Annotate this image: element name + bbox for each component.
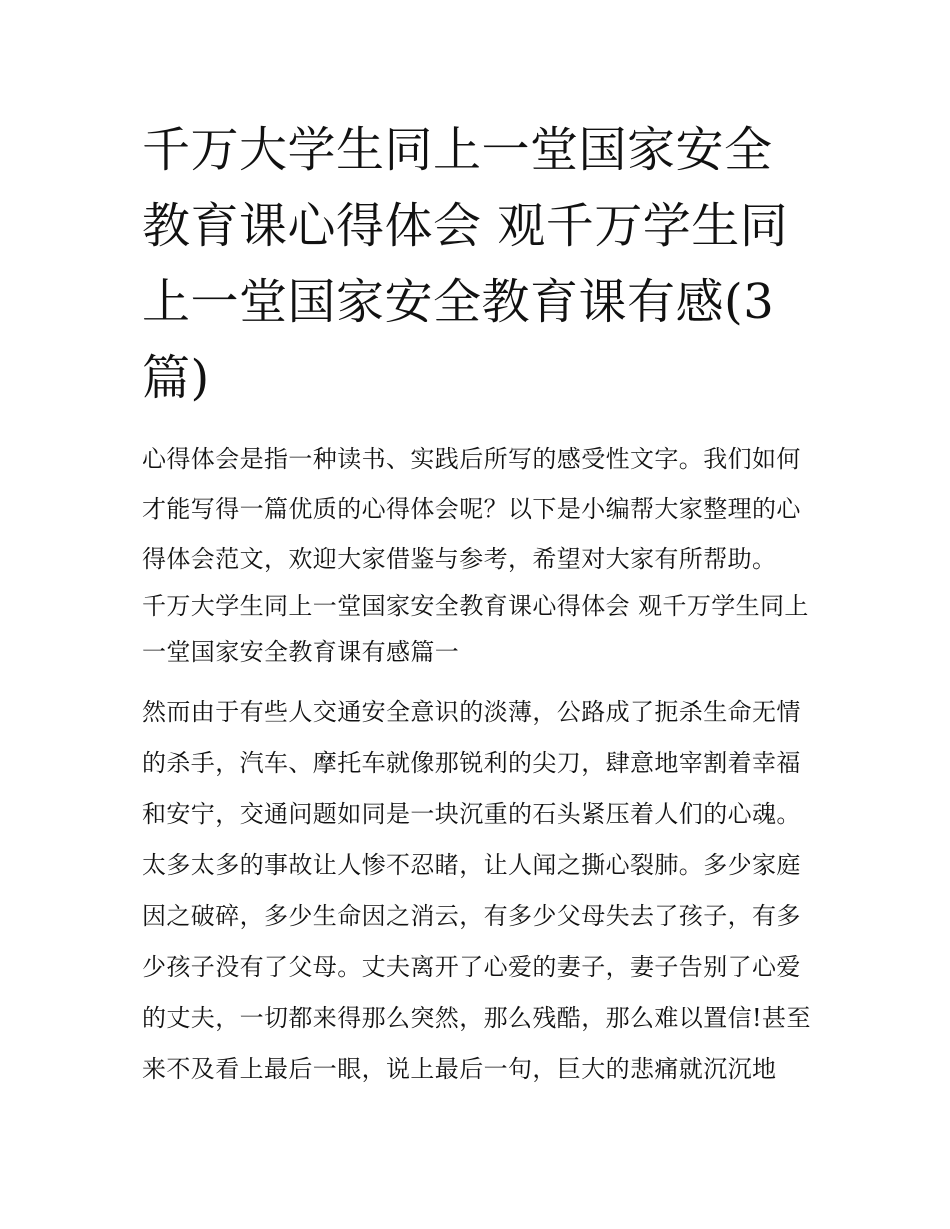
body-paragraph: 然而由于有些人交通安全意识的淡薄，公路成了扼杀生命无情的杀手，汽车、摩托车就像那锐利的尖刀，肆意地宰割着幸福和安宁，交通问题如同是一块沉重的石头紧压着人们的心魂。太多太多的事故让人惨不忍睹，让人闻之撕心裂肺。多少家庭因之破碎，多少生命因之消云，有多少父母失去了孩子，有多少孩子没有了父母。丈夫离开了心爱的妻子，妻子告别了心爱的丈夫，一切都来得那么突然，那么残酷，那么难以置信!甚至来不及看上最后一眼，说上最后一句，巨大的悲痛就沉沉地: [142, 698, 811, 1083]
document-title: 千万大学生同上一堂国家安全教育课心得体会 观千万学生同上一堂国家安全教育课有感(3篇): [142, 122, 789, 406]
intro-paragraph: 心得体会是指一种读书、实践后所写的感受性文字。我们如何才能写得一篇优质的心得体会呢？以下是小编帮大家整理的心得体会范文，欢迎大家借鉴与参考，希望对大家有所帮助。: [142, 445, 801, 573]
section-heading: 千万大学生同上一堂国家安全教育课心得体会 观千万学生同上一堂国家安全教育课有感篇一: [142, 592, 809, 666]
